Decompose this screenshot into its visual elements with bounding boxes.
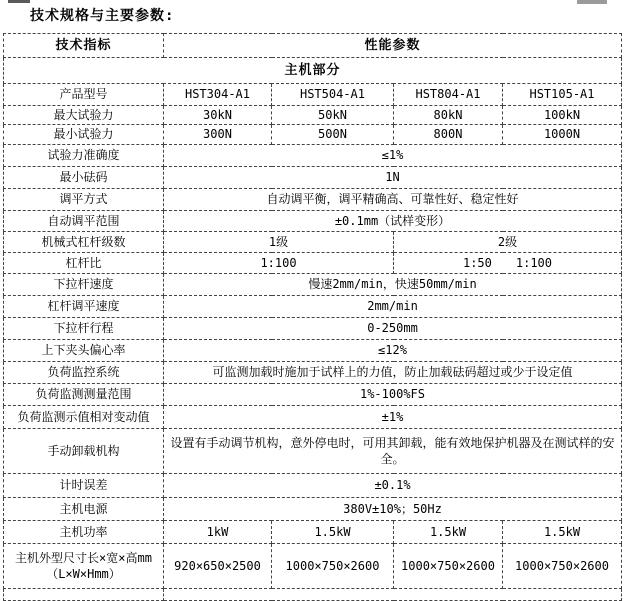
table-row [4,106,622,125]
value-cell: ≤1% [164,145,622,167]
table-row [4,406,622,429]
row-label: 最小砝码 [4,167,164,189]
ui-fragment-left [8,0,30,3]
value-cell: 100kN [503,106,622,125]
value-cell: 800N [394,125,503,145]
value-cell: HST504-A1 [272,84,394,106]
value-cell: 80kN [394,106,503,125]
value-cell: 500N [272,125,394,145]
value-cell: 自动调平衡，调平精确高、可靠性好、稳定性好 [164,189,622,211]
row-label: 机械式杠杆级数 [4,232,164,253]
value-cell: 30kN [164,106,272,125]
row-label: 负荷监测示值相对变动值 [4,406,164,429]
value-cell: 0-250mm [164,318,622,340]
header-indicator: 技术指标 [4,34,164,58]
section-title: 主机部分 [4,58,622,84]
table-row [4,318,622,340]
table-row [4,521,622,544]
table-row [4,544,622,589]
value-cell: 可监测加载时施加于试样上的力值，防止加载砝码超过或少于设定值 [164,362,622,384]
section-row [4,58,622,84]
value-cell: HST304-A1 [164,84,272,106]
table-row [4,211,622,232]
value-cell: 920×650×2500 [164,544,272,589]
table-row [4,296,622,318]
value-cell: 1kW [164,521,272,544]
table-row [4,84,622,106]
value-cell: ±0.1% [164,474,622,498]
row-label: 上下夹头偏心率 [4,340,164,362]
table-row [4,498,622,521]
row-label: 计时误差 [4,474,164,498]
table-row [4,274,622,296]
value-cell: 1级 [164,232,394,253]
value-cell: 1000×750×2600 [394,544,503,589]
value-cell: 1.5kW [503,521,622,544]
value-cell: ≤12% [164,340,622,362]
value-cell: 设置有手动调节机构，意外停电时，可用其卸载，能有效地保护机器及在测试样的安全。 [164,429,622,474]
value-cell: HST804-A1 [394,84,503,106]
row-label: 最大试验力 [4,106,164,125]
row-label: 负荷监测测量范围 [4,384,164,406]
ui-fragment-right [577,0,607,4]
value-cell: ±0.1mm（试样变形） [164,211,622,232]
header-parameter: 性能参数 [164,34,622,58]
value-cell: 2mm/min [164,296,622,318]
table-row [4,125,622,145]
row-label: 杠杆比 [4,253,164,274]
value-cell: 1:50 1:100 [394,253,622,274]
row-label: 手动卸载机构 [4,429,164,474]
row-label: 自动调平范围 [4,211,164,232]
table-row [4,429,622,474]
empty-cell [164,589,622,601]
row-label: 杠杆调平速度 [4,296,164,318]
table-header-row [4,34,622,58]
row-label: 试验力准确度 [4,145,164,167]
row-label: 产品型号 [4,84,164,106]
row-label: 主机电源 [4,498,164,521]
row-label: 主机功率 [4,521,164,544]
value-cell: 1000×750×2600 [272,544,394,589]
table-row [4,232,622,253]
value-cell: 300N [164,125,272,145]
table-row [4,189,622,211]
table-row [4,253,622,274]
row-label: 下拉杆行程 [4,318,164,340]
value-cell: 1.5kW [272,521,394,544]
value-cell: 1000N [503,125,622,145]
table-row [4,362,622,384]
row-label: 最小试验力 [4,125,164,145]
value-cell: 2级 [394,232,622,253]
spec-table [3,33,622,601]
row-label: 下拉杆速度 [4,274,164,296]
value-cell: 慢速2mm/min，快速50mm/min [164,274,622,296]
row-label: 调平方式 [4,189,164,211]
table-row [4,474,622,498]
table-row-partial [4,589,622,601]
value-cell: ±1% [164,406,622,429]
empty-cell [4,589,164,601]
value-cell: 380V±10%；50Hz [164,498,622,521]
value-cell: 1:100 [164,253,394,274]
table-row [4,145,622,167]
page-title: 技术规格与主要参数: [30,8,175,24]
table-row [4,167,622,189]
value-cell: 1.5kW [394,521,503,544]
value-cell: 1%-100%FS [164,384,622,406]
table-row [4,384,622,406]
value-cell: 50kN [272,106,394,125]
value-cell: HST105-A1 [503,84,622,106]
value-cell: 1N [164,167,622,189]
table-row [4,340,622,362]
row-label: 主机外型尺寸长×宽×高mm（L×W×Hmm） [4,544,164,589]
row-label: 负荷监控系统 [4,362,164,384]
value-cell: 1000×750×2600 [503,544,622,589]
